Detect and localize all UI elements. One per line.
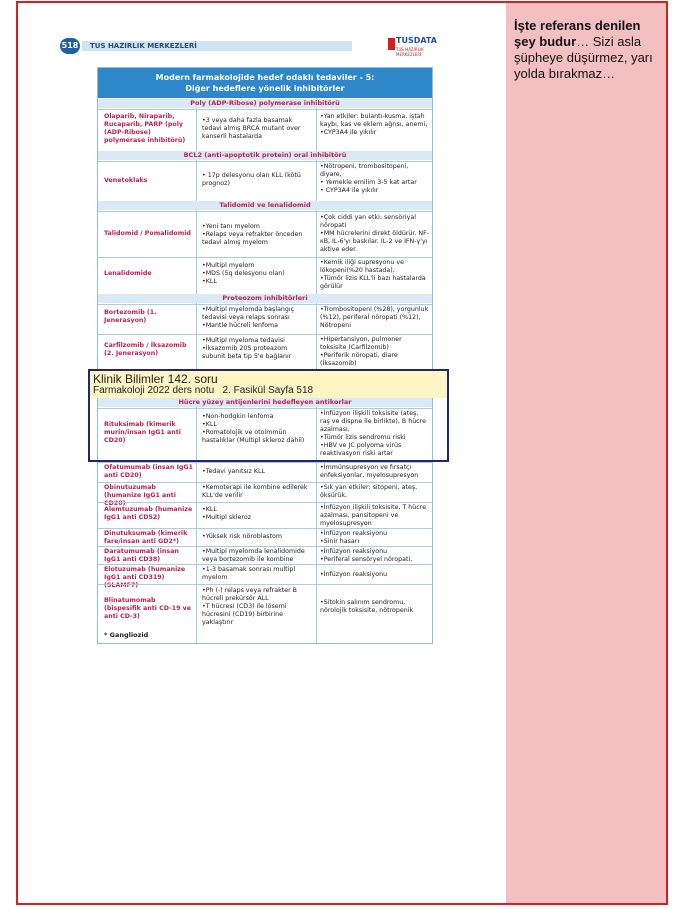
drug-name: Venetoklaks bbox=[104, 177, 148, 184]
logo-text: TUSDATA bbox=[396, 36, 437, 45]
drug-name: Blinatumomab (bispesifik anti CD-19 ve anti CD-3) bbox=[104, 597, 192, 620]
callout-header bbox=[90, 371, 447, 398]
section-bcl2: BCL2 (anti-apoptotik protein) oral inhibitörü bbox=[98, 151, 432, 160]
logo-subtext: TUS HAZIRLIK MERKEZLERİ bbox=[396, 47, 424, 57]
table-row bbox=[98, 334, 432, 369]
drug-effects: •İnfüzyon ilişkili toksisite (ateş, raş ve dispne ile birlikte), B hücre azalması, •Tümör lizis sendromu riski •HBV ve JC polyoma virüs reaktivasyon riski artar bbox=[320, 410, 426, 457]
drug-effects: •Hipertansiyon, pulmoner toksisite (Carfilzomib) •Periferik nöropati, diare (İksazomib) bbox=[320, 336, 402, 367]
drug-indication: •Tedavi yanıtsız KLL bbox=[202, 468, 265, 475]
drug-indication: •3 veya daha fazla basamak tedavi almış BRCA mutant over kanserli hastalarda bbox=[202, 117, 301, 140]
drug-name: Elotuzumab (humanize IgG1 anti CD319)(SLAMF7) bbox=[104, 566, 186, 589]
table-row bbox=[98, 546, 432, 565]
drug-name: Lenalidomide bbox=[104, 270, 152, 277]
drug-indication: •Multipl myelomda lenalidomide veya bortezomib ile kombine bbox=[202, 548, 305, 563]
drug-name: Ofatumumab (insan IgG1 anti CD20) bbox=[104, 464, 193, 479]
drug-table bbox=[97, 67, 433, 644]
table-row bbox=[98, 109, 432, 152]
section-talidomid: Talidomid ve lenalidomid bbox=[98, 201, 432, 210]
drug-effects: •Kemik iliği supresyonu ve lökopeni(%20 hastada), •Tümör lizis KLL'li bazı hastalarda görülür bbox=[320, 259, 426, 290]
drug-effects: •Yan etkiler: bulantı-kusma, iştah kaybı, kas ve eklem ağrısı, anemi, •CYP3A4 ile yıkılır bbox=[320, 113, 428, 136]
book-header bbox=[60, 36, 437, 57]
drug-name: Obinutuzumab (humanize IgG1 anti CD20) bbox=[104, 484, 176, 507]
table-row bbox=[98, 482, 432, 507]
table-row bbox=[98, 528, 432, 547]
table-row bbox=[98, 462, 432, 483]
drug-effects: •İnfüzyon reaksiyonu •Sinir hasarı bbox=[320, 530, 388, 545]
drug-indication: • 17p delesyonu olan KLL (kötü prognoz) bbox=[202, 172, 301, 187]
table-row bbox=[98, 161, 432, 202]
drug-effects: •İnfüzyon reaksiyonu bbox=[320, 571, 388, 578]
table-footnote: * Gangliozid bbox=[104, 631, 149, 639]
drug-effects: •İnfüzyon ilişkili toksisite, T hücre azalması, pansitopeni ve myelosupresyon bbox=[320, 504, 427, 527]
drug-indication: •Non-hodgkin lenfoma •KLL •Romatolojik ve otoimmün hastalıklar (Multipl skleroz dahil) bbox=[202, 413, 305, 444]
drug-indication: •Multipl myeloma tedavisi •İksazomib 20S proteazom subunit beta tip 5'e bağlanır bbox=[202, 337, 292, 360]
side-note-bold: İşte referans denilen şey budur bbox=[514, 18, 641, 49]
table-row bbox=[98, 257, 432, 294]
table-title-line1: Modern farmakolojide hedef odaklı tedaviler - 5: bbox=[155, 73, 375, 82]
drug-name: Daratumumab (insan IgG1 anti CD38) bbox=[104, 548, 179, 563]
page-number: 518 bbox=[60, 38, 80, 54]
callout-question: Klinik Bilimler 142. soru bbox=[93, 372, 218, 386]
drug-effects: •İmmünsupresyon ve fırsatçı enfeksiyonlar, myelosupresyon bbox=[320, 464, 419, 479]
table-row bbox=[98, 584, 432, 627]
section-antibodies: Hücre yüzey antijenlerini hedefleyen antikorlar bbox=[98, 398, 432, 407]
drug-indication: •KLL •Multipl skleroz bbox=[202, 506, 252, 521]
drug-indication: •Kemoterapi ile kombine edilerek KLL'de verilir bbox=[202, 484, 308, 499]
table-row bbox=[98, 304, 432, 335]
table-row bbox=[98, 502, 432, 529]
table-row bbox=[98, 564, 432, 589]
section-parp: Poly (ADP-Ribose) polymerase inhibitörü bbox=[98, 99, 432, 108]
drug-name: Bortezomib (1. Jenerasyon) bbox=[104, 309, 157, 324]
side-panel bbox=[506, 3, 666, 903]
drug-effects: •İnfüzyon reaksiyonu •Periferal sensöryel nöropati, bbox=[320, 548, 413, 563]
drug-effects: •Sitokin salınım sendromu, nörolojik toksisite, nötropenik bbox=[320, 599, 414, 614]
drug-indication: •Yüksek risk nöroblastom bbox=[202, 533, 283, 540]
tusdata-logo bbox=[388, 36, 437, 57]
header-band-text: TUS HAZIRLIK MERKEZLERİ bbox=[90, 42, 197, 50]
drug-name: Alemtuzumab (humanize IgG1 anti CD52) bbox=[104, 506, 193, 521]
side-note bbox=[514, 18, 664, 82]
drug-indication: •Yeni tanı myelom •Relaps veya refrakter önceden tedavi almış myelom bbox=[202, 223, 303, 246]
drug-indication: •Multipl myelomda başlangıç tedavisi veya relaps sonrası •Mantle hücreli lenfoma bbox=[202, 306, 295, 329]
drug-name: Talidomid / Pomalidomid bbox=[104, 230, 191, 237]
callout-source: Farmakoloji 2022 ders notu 2. Fasikül Sayfa 518 bbox=[93, 385, 314, 396]
drug-indication: •Multipl myelom •MDS (5q delesyonu olan) •KLL bbox=[202, 262, 285, 285]
drug-effects: •Çok ciddi yan etki: sensöriyal nöropati •MM hücrelerini direkt öldürür. NF-κB, IL-6'yı baskılar. IL-2 ve IFN-γ'yı aktive eder. bbox=[320, 214, 430, 253]
drug-effects: •Trombositopeni (%28), yorgunluk (%12), periferal nöropati (%12), Nötropeni bbox=[320, 306, 429, 329]
logo-mark-icon bbox=[388, 38, 395, 50]
table-row bbox=[98, 211, 432, 260]
drug-name: Dinutuksumab (kimerik fare/insan anti GD2*) bbox=[104, 530, 188, 545]
drug-effects: •Sık yan etkiler: sitopeni, ateş, öksürük, bbox=[320, 484, 418, 499]
section-proteozom: Proteozom inhibitörleri bbox=[98, 294, 432, 303]
reference-callout bbox=[88, 369, 449, 462]
table-title bbox=[98, 68, 432, 98]
drug-name: Olaparib, Niraparib, Rucaparib, PARP (poly (ADP-Ribose) polymerase inhibitörü) bbox=[104, 113, 186, 144]
drug-indication: •1-3 basamak sonrası multipl myelom bbox=[202, 566, 296, 581]
side-note-rest: … Sizi asla şüpheye düşürmez, yarı yolda bırakmaz… bbox=[514, 34, 653, 81]
table-title-line2: Diğer hedeflere yönelik inhibitörler bbox=[185, 84, 345, 93]
drug-name: Rituksimab (kimerik murin/insan IgG1 anti CD20) bbox=[104, 421, 181, 444]
drug-effects: •Nötropeni, trombositopeni, diyare, • Yemekle emilim 3-5 kat artar • CYP3A4 ile yıkılır bbox=[320, 163, 417, 194]
drug-indication: •Ph (-) relaps veya refrakter B hücreli prekürsör ALL •T hücresi (CD3) ile lösemi hücresini (CD19) birbirine yaklaştırır bbox=[202, 587, 297, 626]
drug-name: Carfilzomib / İksazomib (2. Jenerasyon) bbox=[104, 342, 187, 357]
